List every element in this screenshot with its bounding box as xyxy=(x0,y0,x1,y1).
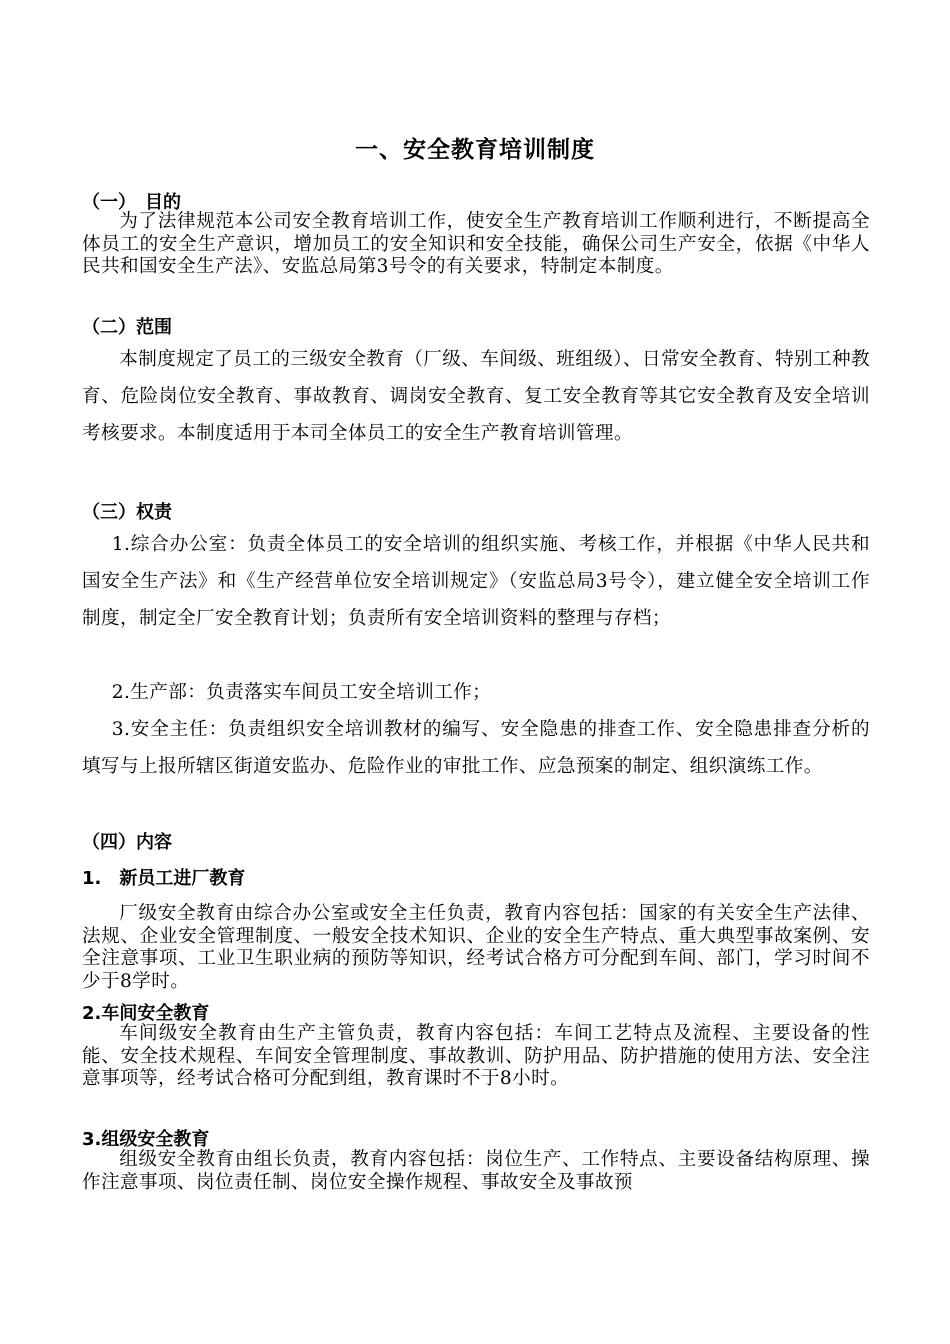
section-body-scope: 本制度规定了员工的三级安全教育（厂级、车间级、班组级）、日常安全教育、特别工种教育、危险岗位安全教育、事故教育、调岗安全教育、复工安全教育等其它安全教育及安全培训考核要求。本制度适用于本司全体员工的安全生产教育培训管理。 xyxy=(82,349,870,444)
responsibility-item-2: 2.生产部：负责落实车间员工安全培训工作； xyxy=(111,682,492,703)
subsection-body-workshop: 车间级安全教育由生产主管负责，教育内容包括：车间工艺特点及流程、主要设备的性能、安全技术规程、车间安全管理制度、事故教训、防护用品、防护措施的使用方法、安全注意事项等，经考试合格可分配到组，教育课时不于8小时。 xyxy=(82,1023,870,1089)
section-heading-purpose: （一） 目的 xyxy=(82,192,181,213)
responsibility-item-1: 1.综合办公室：负责全体员工的安全培训的组织实施、考核工作，并根据《中华人民共和国安全生产法》和《生产经营单位安全培训规定》（安监总局3号令），建立健全安全培训工作制度，制定全厂安全教育计划；负责所有安全培训资料的整理与存档； xyxy=(82,534,870,629)
section-heading-responsibilities: （三）权责 xyxy=(82,502,172,523)
responsibility-item-3: 3.安全主任：负责组织安全培训教材的编写、安全隐患的排查工作、安全隐患排查分析的填写与上报所辖区街道安监办、危险作业的审批工作、应急预案的制定、组织演练工作。 xyxy=(82,719,870,777)
page-title: 一、安全教育培训制度 xyxy=(355,137,595,163)
section-body-purpose: 为了法律规范本公司安全教育培训工作，使安全生产教育培训工作顺利进行，不断提高全体员工的安全生产意识，增加员工的安全知识和安全技能，确保公司生产安全，依据《中华人民共和国安全生产法》、安监总局第3号令的有关要求，特制定本制度。 xyxy=(82,211,870,277)
section-heading-scope: （二）范围 xyxy=(82,317,172,338)
subsection-heading-team: 3.组级安全教育 xyxy=(82,1129,210,1150)
subsection-body-new-employee: 厂级安全教育由综合办公室或安全主任负责，教育内容包括：国家的有关安全生产法律、法规、企业安全管理制度、一般安全技术知识、企业的安全生产特点、重大典型事故案例、安全注意事项、工业卫生职业病的预防等知识，经考试合格方可分配到车间、部门，学习时间不少于8学时。 xyxy=(82,903,870,992)
section-heading-content: （四）内容 xyxy=(82,832,172,853)
subsection-heading-new-employee: 1. 新员工进厂教育 xyxy=(82,868,246,889)
subsection-heading-workshop: 2.车间安全教育 xyxy=(82,1003,210,1024)
subsection-body-team: 组级安全教育由组长负责，教育内容包括：岗位生产、工作特点、主要设备结构原理、操作注意事项、岗位责任制、岗位安全操作规程、事故安全及事故预 xyxy=(82,1149,870,1193)
